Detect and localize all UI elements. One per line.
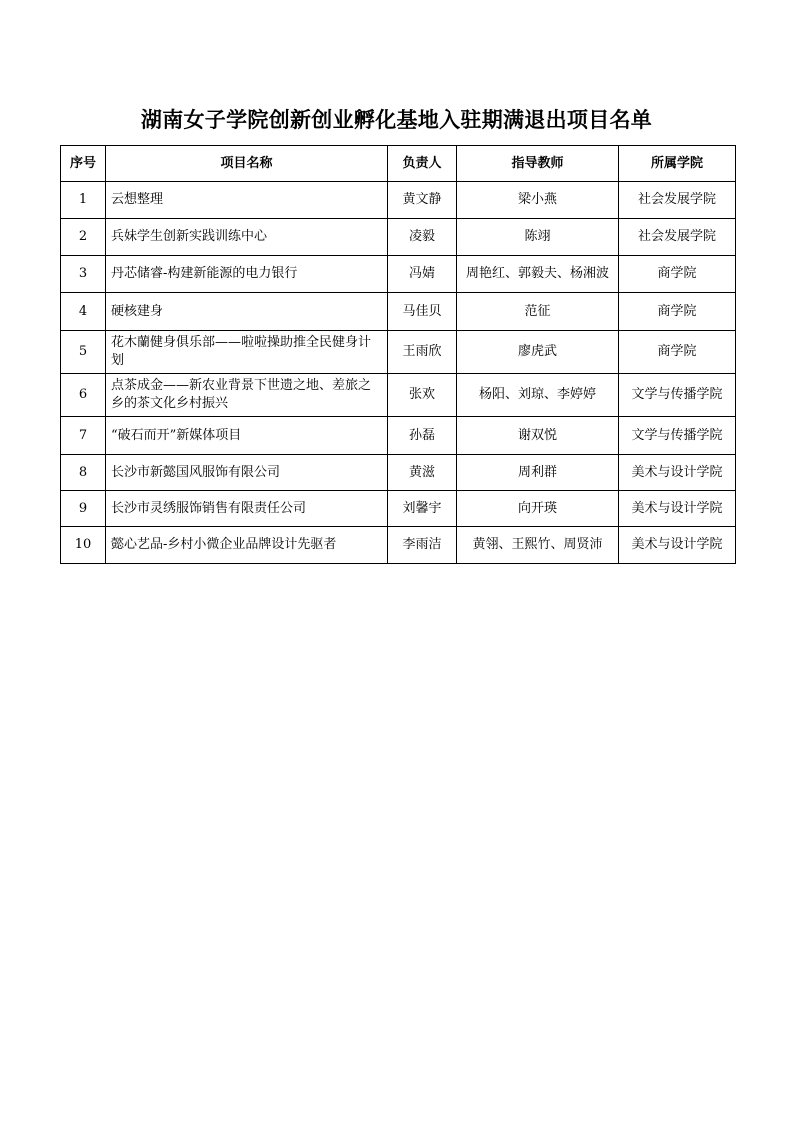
cell-advisor: 周利群	[457, 455, 619, 491]
cell-college: 文学与传播学院	[619, 417, 736, 455]
table-row	[61, 455, 736, 491]
cell-leader: 黄滋	[388, 455, 457, 491]
cell-project: 丹芯储睿-构建新能源的电力银行	[106, 256, 388, 293]
cell-no: 10	[61, 527, 106, 564]
cell-college: 商学院	[619, 293, 736, 331]
cell-leader: 孙磊	[388, 417, 457, 455]
cell-college: 社会发展学院	[619, 219, 736, 256]
cell-no: 9	[61, 491, 106, 527]
header-project: 项目名称	[106, 146, 388, 182]
cell-advisor: 黄翎、王熙竹、周贤沛	[457, 527, 619, 564]
cell-project: 兵妹学生创新实践训练中心	[106, 219, 388, 256]
cell-project: 硬核建身	[106, 293, 388, 331]
cell-leader: 黄文静	[388, 182, 457, 219]
cell-no: 6	[61, 374, 106, 417]
cell-project: 长沙市灵绣服饰销售有限责任公司	[106, 491, 388, 527]
cell-advisor: 向开瑛	[457, 491, 619, 527]
table-row	[61, 293, 736, 331]
header-no: 序号	[61, 146, 106, 182]
cell-project: 懿心艺品-乡村小微企业品牌设计先驱者	[106, 527, 388, 564]
cell-leader: 刘馨宇	[388, 491, 457, 527]
cell-advisor: 梁小燕	[457, 182, 619, 219]
table-header-row	[61, 146, 736, 182]
cell-no: 2	[61, 219, 106, 256]
cell-college: 美术与设计学院	[619, 527, 736, 564]
cell-project: 长沙市新懿国风服饰有限公司	[106, 455, 388, 491]
cell-leader: 马佳贝	[388, 293, 457, 331]
page-title: 湖南女子学院创新创业孵化基地入驻期满退出项目名单	[140, 108, 653, 132]
cell-project: 点茶成金——新农业背景下世遗之地、差旅之乡的茶文化乡村振兴	[106, 374, 388, 417]
header-leader: 负责人	[388, 146, 457, 182]
cell-no: 4	[61, 293, 106, 331]
table-row	[61, 182, 736, 219]
cell-leader: 王雨欣	[388, 331, 457, 374]
table-row	[61, 491, 736, 527]
cell-college: 文学与传播学院	[619, 374, 736, 417]
cell-project: “破石而开”新媒体项目	[106, 417, 388, 455]
cell-advisor: 杨阳、刘琼、李婷婷	[457, 374, 619, 417]
cell-no: 1	[61, 182, 106, 219]
table-row	[61, 331, 736, 374]
cell-college: 美术与设计学院	[619, 455, 736, 491]
cell-no: 8	[61, 455, 106, 491]
cell-project: 云想整理	[106, 182, 388, 219]
cell-advisor: 谢双悦	[457, 417, 619, 455]
cell-advisor: 周艳红、郭毅夫、杨湘波	[457, 256, 619, 293]
table-row	[61, 219, 736, 256]
table-row	[61, 374, 736, 417]
table-row	[61, 256, 736, 293]
cell-advisor: 陈翊	[457, 219, 619, 256]
cell-advisor: 范征	[457, 293, 619, 331]
cell-leader: 张欢	[388, 374, 457, 417]
table-row	[61, 527, 736, 564]
cell-college: 社会发展学院	[619, 182, 736, 219]
cell-college: 商学院	[619, 331, 736, 374]
table-row	[61, 417, 736, 455]
cell-no: 3	[61, 256, 106, 293]
cell-project: 花木蘭健身俱乐部——啦啦操助推全民健身计划	[106, 331, 388, 374]
cell-advisor: 廖虎武	[457, 331, 619, 374]
header-college: 所属学院	[619, 146, 736, 182]
cell-no: 5	[61, 331, 106, 374]
header-advisor: 指导教师	[457, 146, 619, 182]
cell-leader: 李雨洁	[388, 527, 457, 564]
cell-no: 7	[61, 417, 106, 455]
cell-college: 商学院	[619, 256, 736, 293]
cell-leader: 凌毅	[388, 219, 457, 256]
cell-college: 美术与设计学院	[619, 491, 736, 527]
cell-leader: 冯婧	[388, 256, 457, 293]
project-table	[60, 145, 736, 564]
